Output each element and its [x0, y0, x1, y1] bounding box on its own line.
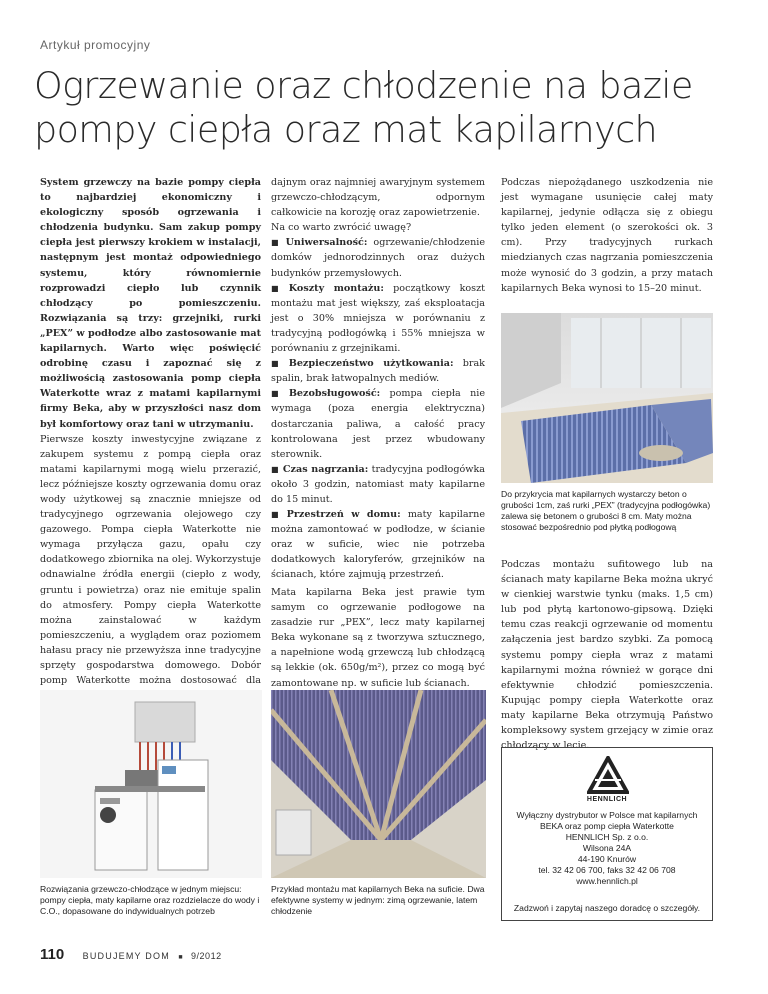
heat-pump-caption: Rozwiązania grzewczo-chłodzące w jednym miejscu: pompy ciepła, maty kapilarne oraz rozdzielacze do wody i C.O., dopasowane do indywidualnych potrzeb [40, 884, 260, 916]
ad-contact-lines [502, 810, 712, 887]
headline-line-2: pompy ciepła oraz mat kapilarnych [34, 108, 658, 151]
feature-text: brak spalin, brak łatwopalnych mediów. [271, 358, 485, 385]
column-3-paragraph-2: Podczas montażu sufitowego lub na ścianach maty kapilarne Beka można ukryć w cienkiej warstwie tynku (maks. 1,5 cm) lub pod płytą kartonowo-gipsową. Dzięki temu czas reakcji ogrzewanie od momentu załączenia jest bardzo szybki. Za pomocą systemu pompy ciepła wraz z matami kapilarnymi można również w gorące dni efektywnie chłodzić pomieszczenia. Kupując pompy ciepła Waterkotte oraz maty kapilarne Beka otrzymują Państwo kompleksowy system grzejący w zimie oraz chłodzący w lecie. [501, 559, 713, 752]
ad-line: www.hennlich.pl [576, 876, 638, 886]
floor-photo-caption: Do przykrycia mat kapilarnych wystarczy beton o grubości 1cm, zaś rurki „PEX” (tradycyjna podłogówka) zalewa się betonem o grubości 8 cm. Maty można stosować bezpośrednio pod płytką podłogową [501, 489, 711, 532]
column-3-paragraph-1: Podczas niepożądanego uszkodzenia nie jest wymagane usunięcie całej maty kapilarnej, jedynie odłącza się z obiegu tylko jeden element (o szerokości ok. 3 cm). Przy tradycyjnych rurkach miedzianych czas nagrzania pomieszczenia może wynosić do 3 godzin, a przy matach kapilarnych Beka wynosi to 15–20 minut. [501, 177, 713, 294]
hennlich-ad-box [501, 747, 713, 921]
heat-pump-photo [40, 690, 262, 878]
mat-description: Mata kapilarna Beka jest prawie tym samym co ogrzewanie podłogowe na zasadzie rur „PEX”, lecz maty kapilarnej Beka wykonane są z tworzywa sztucznego, a napełnione wodą grzewczą lub chłodzącą są lekkie (ok. 650g/m²), przez co mogą być zamontowane np. w suficie lub ścianach. [271, 587, 485, 689]
ad-line: BEKA oraz pomp ciepła Waterkotte [540, 821, 674, 831]
page-footer [40, 946, 222, 964]
feature-term: Bezpieczeństwo użytkowania: [288, 358, 454, 370]
ceiling-photo-caption: Przykład montażu mat kapilarnych Beka na suficie. Dwa efektywne systemy w jednym: zimą ogrzewanie, latem chłodzenie [271, 884, 485, 916]
section-label: Artykuł promocyjny [40, 38, 151, 52]
column-1 [40, 175, 261, 749]
ad-line: 44-190 Knurów [577, 854, 637, 864]
feature-term: Uniwersalność: [285, 237, 368, 249]
feature-text: pompa ciepła nie wymaga (poza energia elektryczna) dostarczania paliwa, a całość pracy kontrolowana jest przez wbudowany sterownik. [271, 388, 485, 460]
column-3 [501, 175, 713, 296]
hennlich-logo-icon [587, 756, 629, 796]
question-heading: Na co warto zwrócić uwagę? [271, 222, 412, 234]
lead-paragraph: System grzewczy na bazie pompy ciepła to najbardziej ekonomiczny i ekologiczny sposób ogrzewania i chłodzenia budynku. Sam zakup pompy ciepła jest pierwszy krokiem w instalacji, następnym jest montaż odpowiedniego systemu, który równomiernie rozprowadzi ciepło lub czynnik chłodzący po pomieszczeniu. Rozwiązania są trzy: grzejniki, rurki „PEX” w podłodze albo zastosowanie mat kapilarnych. Warto więc poświęcić odrobinę czasu i zapoznać się z możliwością zastosowania pomp ciepła Waterkotte wraz z matami kapilarnymi firmy Beka, aby w przyszłości nasz dom był komfortowy oraz tani w utrzymaniu. [40, 177, 261, 430]
column-2-intro: dajnym oraz najmniej awaryjnym systemem grzewczo-chłodzącym, odpornym całkowicie na korozję oraz zapowietrzenie. [271, 177, 485, 219]
feature-term: Bezobsługowość: [288, 388, 381, 400]
feature-item [271, 356, 485, 386]
feature-text: tradycyjna podłogówka około 3 godzin, natomiast maty kapilarne do 15 minut. [271, 463, 485, 505]
headline-line-1: Ogrzewanie oraz chłodzenie na bazie [34, 64, 693, 107]
issue-number: 9/2012 [191, 951, 222, 961]
column-3-lower [501, 557, 713, 753]
hennlich-logo-text: HENNLICH [586, 796, 628, 803]
feature-text: maty kapilarne można zamontować w podłodze, w ścianie oraz w suficie, wiec nie potrzeba dodatkowych kaloryferów, grzejników na ścianach, które zajmują przestrzeń. [271, 509, 485, 581]
feature-text: ogrzewanie/chłodzenie domków jednorodzinnych oraz dużych budynków przemysłowych. [271, 237, 485, 279]
ad-line: HENNLICH Sp. z o.o. [565, 832, 649, 842]
feature-term: Czas nagrzania: [282, 463, 369, 475]
separator-square-icon: ■ [178, 954, 183, 961]
page-number: 110 [40, 946, 65, 963]
magazine-name: BUDUJEMY DOM [82, 951, 170, 961]
feature-item [271, 507, 485, 582]
ad-line: tel. 32 42 06 700, faks 32 42 06 708 [538, 865, 676, 875]
feature-term: Koszty montażu: [288, 282, 384, 294]
body-paragraph: Pierwsze koszty inwestycyjne związane z zakupem systemu z pompą ciepła oraz matami kapilarnymi mogą wielu przerazić, lecz późniejsze koszty ogrzewania domu oraz wody użytkowej są znacznie mniejsze od tradycyjnego ogrzewania olejowego czy gazowego. Pompa ciepła Waterkotte nie wymaga przyłącza gazu, opału czy dodatkowego zbiornika na olej. Wykorzystuje odnawialne źródła energii (ciepło z wody, gruntu i powietrza) oraz nie emituje spalin do atmosfery. Pompy ciepła Waterkotte można zainstalować w każdym pomieszczeniu, a wyglądem oraz poziomem hałasu pracy nie przewyższa inne tradycyjne sprzęty gospodarstwa domowego. Dobór pomp Waterkotte można dostosować dla [40, 433, 261, 687]
article-headline [34, 64, 734, 152]
feature-text: początkowy koszt montażu mat jest większy, zaś eksploatacja jest o 30% mniejsza w porównaniu z tradycyjną podłogówką i 55% mniejsza w porównaniu z grzejnikami. [271, 282, 486, 355]
ad-tagline: Zadzwoń i zapytaj naszego doradcę o szczegóły. [513, 903, 701, 913]
feature-item [271, 281, 485, 356]
feature-item [271, 235, 485, 280]
ad-line: Wyłączny dystrybutor w Polsce mat kapilarnych [516, 810, 698, 820]
feature-term: Przestrzeń w domu: [286, 509, 401, 521]
ad-line: Wilsona 24A [582, 843, 632, 853]
column-2-paragraph-2 [271, 585, 485, 691]
ceiling-mat-photo [271, 690, 486, 878]
floor-mat-photo [501, 313, 713, 483]
column-2 [271, 175, 485, 583]
feature-item [271, 386, 485, 461]
feature-item [271, 462, 485, 507]
